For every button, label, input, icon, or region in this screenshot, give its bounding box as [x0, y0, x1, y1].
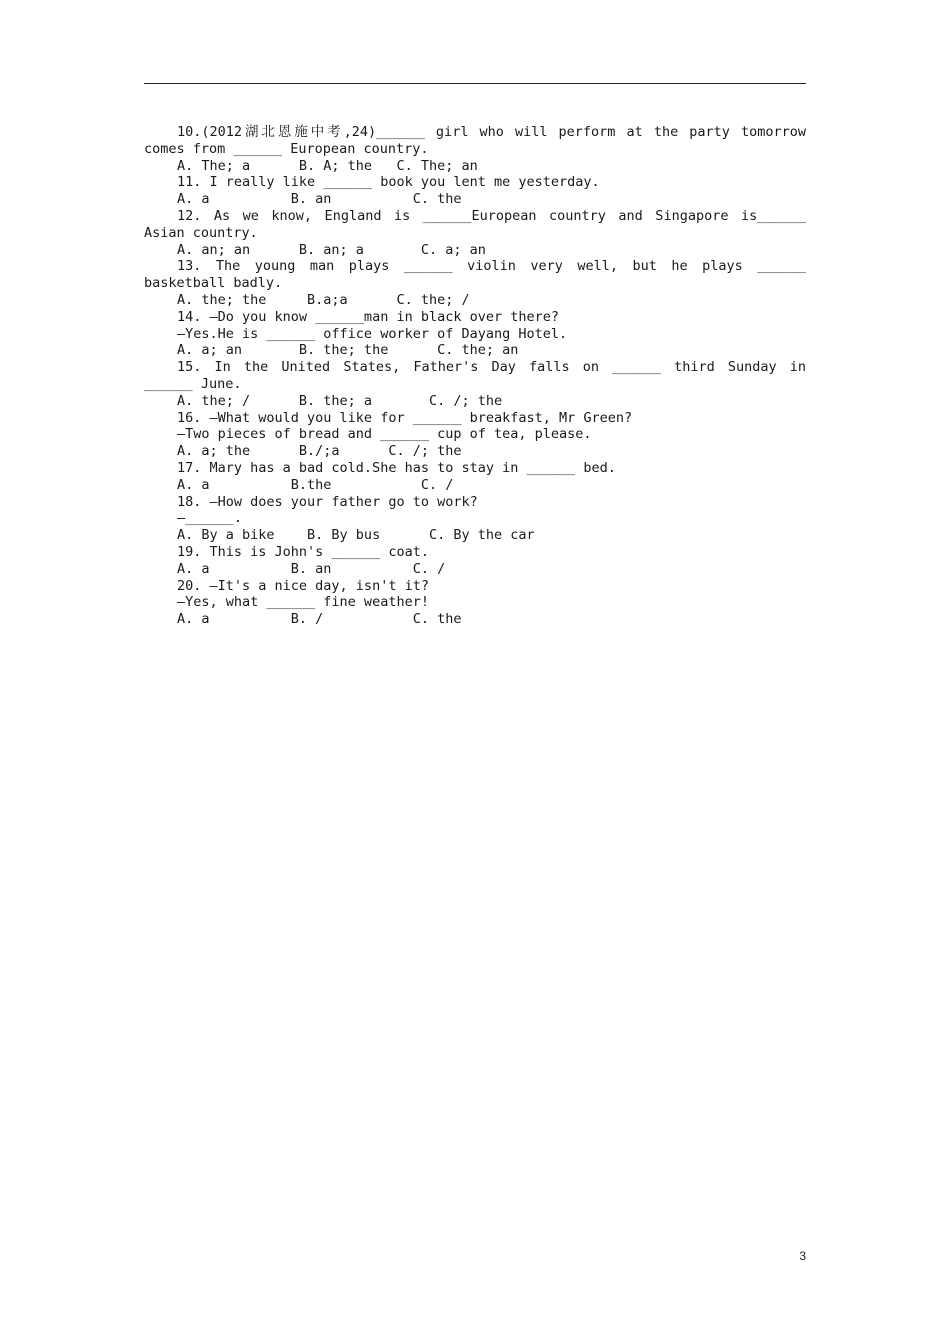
- exercise-text: [144, 124, 806, 628]
- text-line: 15. In the United States, Father's Day falls on ______ third Sunday in: [177, 359, 806, 376]
- text-line: Asian country.: [144, 224, 258, 241]
- text-line: comes from ______ European country.: [144, 140, 429, 157]
- text-line: A. a; an B. the; the C. the; an: [177, 342, 519, 359]
- text-line: 12. As we know, England is ______European country and Singapore is______: [177, 207, 806, 224]
- text-line: 11. I really like ______ book you lent me yesterday.: [177, 174, 600, 191]
- text-line: A. a B.the C. /: [177, 476, 454, 493]
- text-line: 10.(2012湖北恩施中考,24)______ girl who will perform at the party tomorrow: [177, 124, 806, 140]
- text-line: A. By a bike B. By bus C. By the car: [177, 527, 535, 544]
- text-line: —Yes.He is ______ office worker of Dayang Hotel.: [177, 325, 568, 342]
- text-line: A. the; / B. the; a C. /; the: [177, 392, 503, 409]
- text-line: 16. —What would you like for ______ breakfast, Mr Green?: [177, 409, 633, 426]
- text-line: A. a B. an C. the: [177, 191, 462, 208]
- text-line: —Yes, what ______ fine weather!: [177, 594, 429, 611]
- text-line: A. a; the B./;a C. /; the: [177, 443, 462, 460]
- text-line: 14. —Do you know ______man in black over there?: [177, 308, 560, 325]
- text-line: basketball badly.: [144, 275, 283, 292]
- text-line: A. an; an B. an; a C. a; an: [177, 241, 486, 258]
- text-line: 20. —It's a nice day, isn't it?: [177, 577, 429, 594]
- text-line: A. a B. / C. the: [177, 611, 462, 628]
- text-line: 13. The young man plays ______ violin very well, but he plays ______: [177, 258, 806, 275]
- text-line: 19. This is John's ______ coat.: [177, 543, 429, 560]
- page-number: 3: [799, 1249, 806, 1263]
- text-line: A. the; the B.a;a C. the; /: [177, 291, 470, 308]
- header-rule: [144, 83, 806, 84]
- text-line: 17. Mary has a bad cold.She has to stay in ______ bed.: [177, 459, 616, 476]
- text-line: —______.: [177, 510, 243, 527]
- text-line: A. a B. an C. /: [177, 560, 446, 577]
- text-line: —Two pieces of bread and ______ cup of tea, please.: [177, 426, 592, 443]
- text-line: A. The; a B. A; the C. The; an: [177, 157, 478, 174]
- text-line: ______ June.: [144, 375, 242, 392]
- text-line: 18. —How does your father go to work?: [177, 493, 478, 510]
